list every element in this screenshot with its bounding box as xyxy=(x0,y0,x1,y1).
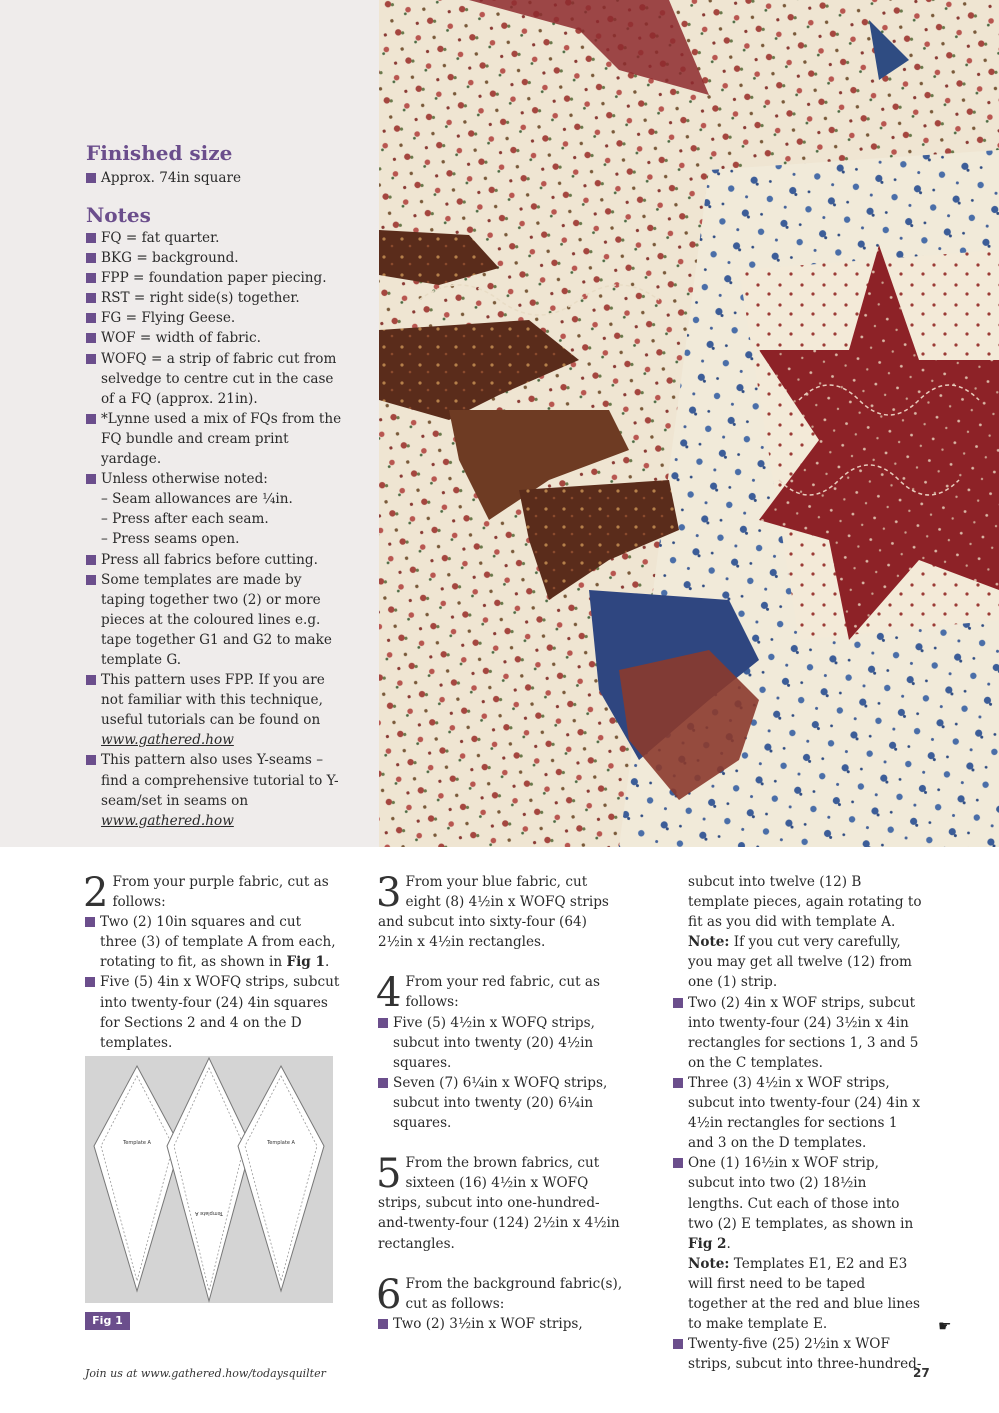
list-item-text: FQ = fat quarter. xyxy=(101,230,220,246)
list-item-text: Approx. 74in square xyxy=(101,170,242,186)
list-item xyxy=(86,268,342,288)
step-number: 6 xyxy=(376,1271,402,1318)
finished-size-list xyxy=(86,168,356,188)
sub-item: – Press seams open. xyxy=(101,531,240,548)
list-item xyxy=(86,750,342,830)
step-text: From the background fabric(s), cut as follows: xyxy=(405,1275,623,1312)
column-1 xyxy=(85,872,340,1053)
list-item-text: FG = Flying Geese. xyxy=(101,310,236,327)
list-item-text: This pattern uses FPP. If you are not familiar with this technique, useful tutorials can be found on xyxy=(101,672,325,729)
footer-website: Join us at www.gathered.how/todaysquilter xyxy=(85,1367,326,1380)
list-item: Two (2) 4in x WOF strips, subcut into twenty-four (24) 3½in x 4in rectangles for sections 1, 3 and 5 on the C templates. xyxy=(673,993,925,1073)
list-item-text: This pattern also uses Y-seams – find a comprehensive tutorial to Y-seam/set in seams on xyxy=(101,752,339,809)
list-item xyxy=(86,168,356,188)
list-item: Five (5) 4in x WOFQ strips, subcut into twenty-four (24) 4in squares for Sections 2 and 4 on the D templates. xyxy=(85,972,340,1052)
list-item xyxy=(86,308,342,328)
list-item-text: WOFQ = a strip of fabric cut from selvedge to centre cut in the case of a FQ (approx. 21in). xyxy=(101,350,337,407)
list-item xyxy=(86,328,342,348)
step-text: From the brown fabrics, cut sixteen (16) 4½in x WOFQ strips, subcut into one-hundred-and-twenty-four (124) 2½in x 4½in rectangles. xyxy=(378,1155,620,1252)
step-2 xyxy=(83,870,340,916)
list-item xyxy=(86,349,342,409)
list-item xyxy=(86,288,342,308)
list-item-text: FPP = foundation paper piecing. xyxy=(101,270,327,287)
list-item-text: BKG = background. xyxy=(101,250,239,267)
step-3 xyxy=(378,872,626,952)
list-item-text: Two (2) 3½in x WOF strips, xyxy=(393,1315,583,1332)
list-item xyxy=(378,1013,626,1073)
list-item xyxy=(86,570,342,670)
step-6 xyxy=(376,1271,626,1318)
figure-1 xyxy=(85,1056,333,1303)
list-item-text: RST = right side(s) together. xyxy=(101,290,300,307)
step-2-list xyxy=(85,912,340,1053)
list-item-text: WOF = width of fabric. xyxy=(101,330,261,347)
continued-text: subcut into twelve (12) B template pieces, again rotating to fit as you did with template A. Note: If you cut very carefully, you may get all twelve (12) from one (1) strip. xyxy=(688,874,922,991)
step-text: From your purple fabric, cut as follows: xyxy=(112,874,329,911)
list-item: Two (2) 10in squares and cut three (3) of template A from each, rotating to fit, as shown in Fig 1. xyxy=(85,912,340,972)
fig-1-label: Fig 1 xyxy=(85,1312,130,1330)
sidebar xyxy=(0,0,379,847)
list-item-text: Press all fabrics before cutting. xyxy=(101,551,318,568)
template-a-left-label: Template A xyxy=(123,1140,151,1146)
step-4-list xyxy=(378,1013,626,1134)
list-item-text: Seven (7) 6¼in x WOFQ strips, subcut into twenty (20) 6¼in squares. xyxy=(393,1074,608,1132)
step-text: From your blue fabric, cut eight (8) 4½in x WOFQ strips and subcut into sixty-four (64) 2½in x 4½in rectangles. xyxy=(378,874,609,951)
tutorial-link[interactable]: www.gathered.how xyxy=(101,732,234,749)
notes-list xyxy=(86,228,342,831)
column-2 xyxy=(378,872,626,1334)
list-item-text: Some templates are made by taping together two (2) or more pieces at the coloured lines e.g. tape together G1 and G2 to make template G. xyxy=(101,571,332,668)
tutorial-link[interactable]: www.gathered.how xyxy=(101,812,234,829)
template-a-mid-label: Template A xyxy=(195,1210,223,1216)
list-item-text: *Lynne used a mix of FQs from the FQ bundle and cream print yardage. xyxy=(101,410,342,468)
list-item-text: Five (5) 4½in x WOFQ strips, subcut into twenty (20) 4½in squares. xyxy=(393,1014,595,1071)
list-item: Twenty-five (25) 2½in x WOF strips, subcut into three-hundred- xyxy=(673,1334,925,1374)
list-item-text: Unless otherwise noted: xyxy=(101,471,268,488)
column-3 xyxy=(673,872,925,1374)
step-4 xyxy=(376,970,626,1017)
notes-title: Notes xyxy=(86,203,151,227)
sub-item: – Seam allowances are ¼in. xyxy=(101,491,293,508)
step-text: From your red fabric, cut as follows: xyxy=(405,974,600,1011)
list-item xyxy=(86,248,342,268)
page-number: 27 xyxy=(913,1366,930,1380)
finished-size-title: Finished size xyxy=(86,141,233,165)
list-item xyxy=(378,1314,626,1334)
template-a-right-label: Template A xyxy=(267,1140,295,1146)
list-item: One (1) 16½in x WOF strip, subcut into two (2) 18½in lengths. Cut each of those into two (2) E templates, as shown in Fig 2. Note: Templates E1, E2 and E3 will first need to be taped together at the red and blue lines to make template E. xyxy=(673,1153,925,1334)
list-item xyxy=(86,550,342,570)
sub-item: – Press after each seam. xyxy=(101,511,269,528)
step-number: 2 xyxy=(83,870,109,916)
step-5 xyxy=(378,1153,626,1253)
quilt-photo-illustration xyxy=(379,0,999,847)
step-6-list xyxy=(378,1314,626,1334)
step-6-continued-list xyxy=(673,993,925,1375)
list-item xyxy=(86,469,342,549)
template-diagram xyxy=(85,1056,333,1303)
step-number: 3 xyxy=(376,870,402,916)
continue-arrow-icon: ☛ xyxy=(938,1317,952,1335)
list-item xyxy=(378,1073,626,1133)
step-number: 4 xyxy=(376,970,402,1017)
list-item xyxy=(86,228,342,248)
step-number: 5 xyxy=(376,1151,402,1198)
list-item xyxy=(86,409,342,469)
list-item xyxy=(86,670,342,750)
quilt-photo xyxy=(379,0,999,847)
list-item: Three (3) 4½in x WOF strips, subcut into twenty-four (24) 4in x 4½in rectangles for sections 1 and 3 on the D templates. xyxy=(673,1073,925,1153)
